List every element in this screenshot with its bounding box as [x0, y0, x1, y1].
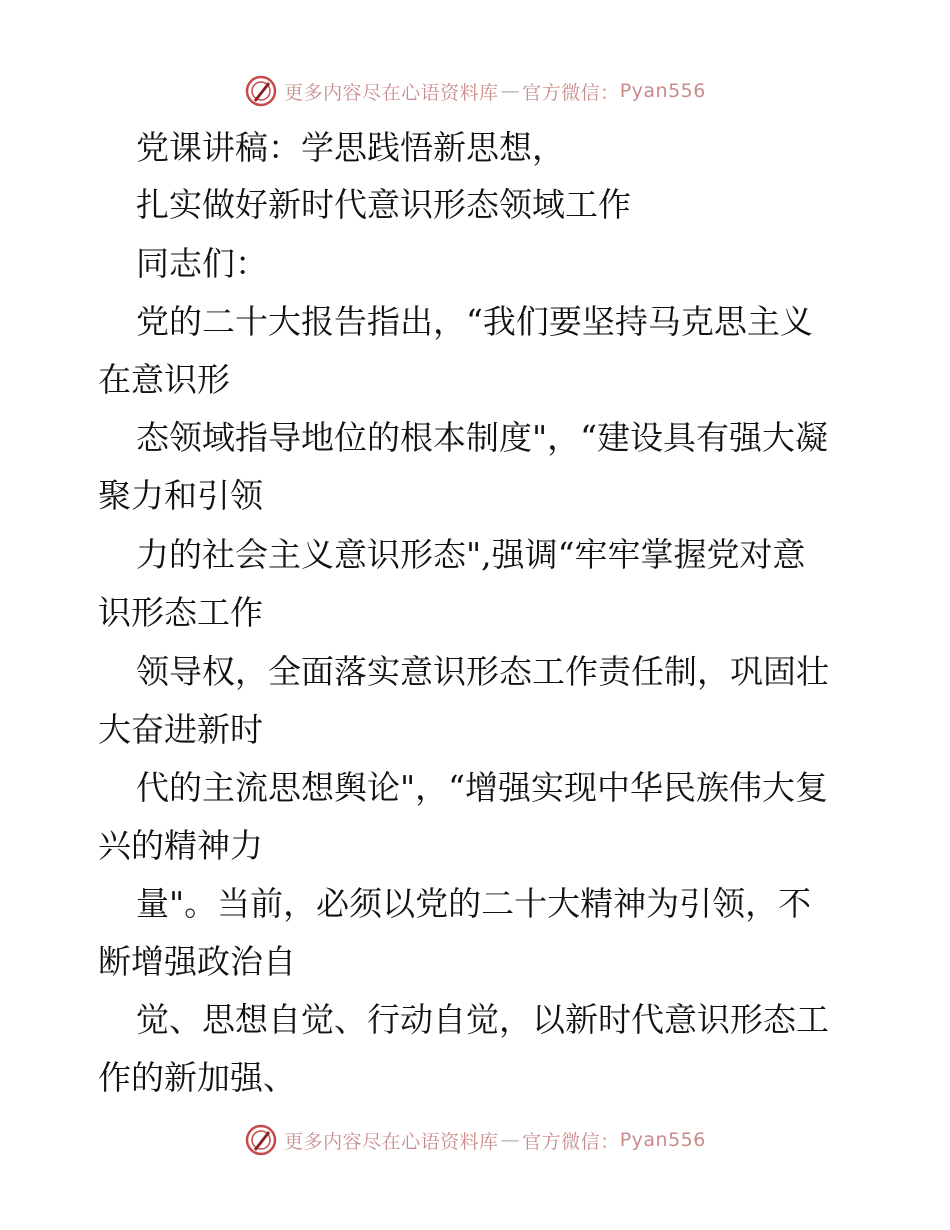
body-line: 作的新加强、	[98, 1058, 296, 1097]
body-line: 识形态工作	[98, 593, 263, 632]
body-line: 领导权，全面落实意识形态工作责任制，巩固壮	[136, 652, 829, 691]
body-line: 兴的精神力	[98, 826, 263, 865]
body-line: 大奋进新时	[98, 710, 263, 749]
document-title-line-1: 党课讲稿：学思践悟新思想，	[136, 128, 565, 167]
body-line: 力的社会主义意识形态",强调“牢牢掌握党对意	[136, 535, 806, 574]
watermark-text: 更多内容尽在心语资料库	[284, 81, 499, 104]
quill-seal-icon	[244, 1123, 278, 1157]
body-line: 党的二十大报告指出，“我们要坚持马克思主义	[136, 302, 813, 341]
body-line: 断增强政治自	[98, 942, 296, 981]
watermark-wechat-label: 官方微信：	[522, 81, 620, 104]
watermark-separator: —	[500, 80, 521, 102]
footer-watermark	[0, 1120, 950, 1160]
body-line: 在意识形	[98, 360, 230, 399]
watermark-wechat-id: Pyan556	[619, 80, 706, 102]
watermark-wechat-id: Pyan556	[619, 1129, 706, 1151]
salutation: 同志们：	[136, 244, 268, 283]
watermark-separator: —	[500, 1129, 521, 1151]
body-line: 量"。当前，必须以党的二十大精神为引领，不	[136, 884, 812, 923]
body-line: 代的主流思想舆论"，“增强实现中华民族伟大复	[136, 768, 829, 807]
body-line: 态领域指导地位的根本制度"，“建设具有强大凝	[136, 418, 829, 457]
document-title-line-2: 扎实做好新时代意识形态领域工作	[136, 185, 631, 224]
body-line: 觉、思想自觉、行动自觉，以新时代意识形态工	[136, 1000, 829, 1039]
watermark-wechat-label: 官方微信：	[522, 1130, 620, 1153]
watermark-text: 更多内容尽在心语资料库	[284, 1130, 499, 1153]
body-line: 聚力和引领	[98, 476, 263, 515]
